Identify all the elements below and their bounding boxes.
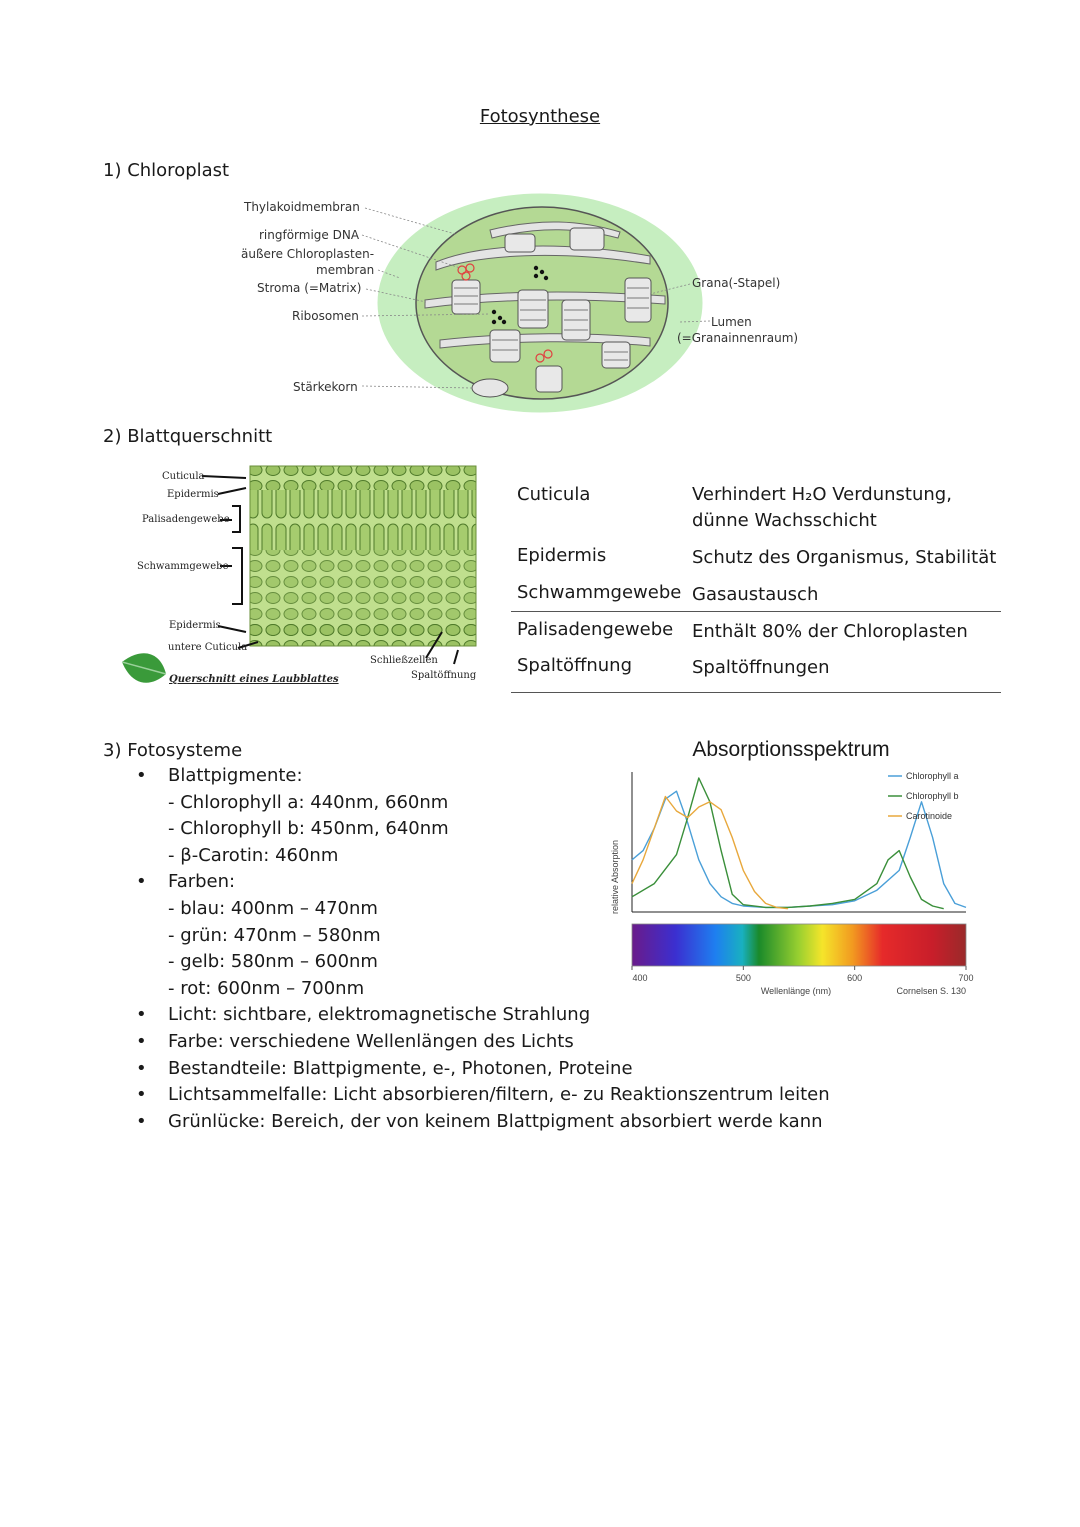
chart-ylabel: relative Absorption: [610, 839, 620, 914]
table-row: [511, 655, 1001, 693]
label-dna: ringförmige DNA: [259, 228, 360, 242]
label-stroma: Stroma (=Matrix): [257, 281, 362, 295]
absorption-spectrum-chart: [606, 764, 978, 1002]
table-row: [511, 545, 1001, 582]
table-row: [511, 611, 1001, 655]
x-tick-label: 600: [847, 973, 863, 983]
table-desc: Verhindert H₂O Verdunstung, dünne Wachsschicht: [692, 484, 952, 531]
color-spectrum-bar: [632, 924, 966, 966]
chart-xlabel: Wellenlänge (nm): [760, 986, 832, 996]
list-subitem: - Chlorophyll b: 450nm, 640nm: [168, 818, 449, 840]
table-row: [511, 482, 1001, 545]
label-staerkekorn: Stärkekorn: [293, 380, 358, 394]
chart-source: Cornelsen S. 130: [896, 986, 966, 996]
leaf-label-untere-cuticula: untere Cuticula: [168, 642, 248, 653]
leaf-tissue-table: [511, 482, 1001, 693]
list-subitem: - grün: 470nm – 580nm: [168, 924, 381, 946]
legend-label: Chlorophyll a: [906, 771, 959, 781]
list-item: • Farbe: verschiedene Wellenlängen des Lichts: [110, 1029, 830, 1056]
table-desc: Enthält 80% der Chloroplasten: [692, 621, 968, 642]
leaf-label-schwamm: Schwammgewebe: [137, 561, 229, 572]
leaf-label-cuticula: Cuticula: [162, 471, 205, 482]
legend-label: Carotinoide: [906, 811, 953, 821]
table-term: Epidermis: [517, 545, 607, 566]
list-subitem: - blau: 400nm – 470nm: [168, 897, 378, 919]
list-item: • Lichtsammelfalle: Licht absorbieren/filtern, e- zu Reaktionszentrum leiten: [110, 1082, 830, 1109]
leaf-label-palisaden: Palisadengewebe: [142, 514, 230, 525]
x-tick-label: 400: [632, 973, 648, 983]
x-tick-label: 700: [958, 973, 974, 983]
x-tick-label: 500: [735, 973, 751, 983]
label-lumen-2: (=Granainnenraum): [677, 331, 799, 345]
list-item: • Licht: sichtbare, elektromagnetische Strahlung: [110, 1002, 830, 1029]
table-desc: Schutz des Organismus, Stabilität: [692, 547, 997, 568]
list-item: • Bestandteile: Blattpigmente, e-, Photonen, Proteine: [110, 1056, 830, 1083]
leaf-caption: Querschnitt eines Laubblattes: [169, 674, 339, 685]
list-subitem: - β-Carotin: 460nm: [168, 844, 339, 866]
leaf-label-schliesszellen: Schließzellen: [370, 655, 438, 666]
table-term: Cuticula: [517, 484, 591, 505]
table-term: Palisadengewebe: [517, 619, 674, 640]
table-term: Schwammgewebe: [517, 582, 682, 603]
leaf-label-epidermis: Epidermis: [167, 489, 219, 500]
table-desc: Spaltöffnungen: [692, 657, 830, 678]
list-subitem: - gelb: 580nm – 600nm: [168, 951, 378, 973]
blattquerschnitt-heading: 2) Blattquerschnitt: [103, 426, 273, 447]
label-lumen: Lumen: [711, 315, 752, 329]
series-line-1: [632, 791, 966, 907]
label-outer-membrane-1: äußere Chloroplasten-: [241, 247, 375, 261]
page-title: Fotosynthese: [479, 106, 601, 127]
label-outer-membrane-2: membran: [316, 263, 375, 277]
list-item: • Blattpigmente:: [110, 763, 830, 790]
legend-label: Chlorophyll b: [906, 791, 959, 801]
chloroplast-heading: 1) Chloroplast: [103, 160, 230, 181]
list-item: • Farben:: [110, 869, 830, 896]
fotosysteme-heading: 3) Fotosysteme: [103, 740, 243, 761]
label-thylakoid: Thylakoidmembran: [244, 200, 360, 214]
table-term: Spaltöffnung: [517, 655, 633, 676]
list-subitem: - Chlorophyll a: 440nm, 660nm: [168, 791, 449, 813]
table-desc: Gasaustausch: [692, 584, 819, 605]
chart-title: Absorptionsspektrum: [692, 738, 890, 761]
label-grana: Grana(-Stapel): [692, 276, 781, 290]
series-line-3: [632, 797, 788, 909]
leaf-label-epidermis-2: Epidermis: [169, 620, 221, 631]
list-item: • Grünlücke: Bereich, der von keinem Blattpigment absorbiert werde kann: [110, 1109, 830, 1136]
table-row: [511, 582, 1001, 611]
label-ribosomen: Ribosomen: [292, 309, 359, 323]
list-subitem: - rot: 600nm – 700nm: [168, 977, 365, 999]
leaf-label-spaltoeffnung: Spaltöffnung: [411, 670, 477, 681]
